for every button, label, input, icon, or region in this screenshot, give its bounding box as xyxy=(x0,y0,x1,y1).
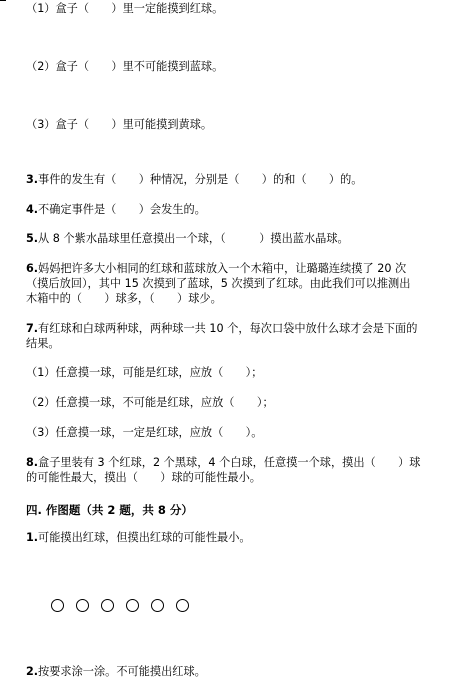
question-text: 盒子里装有 3 个红球，2 个黑球，4 个白球，任意摸一个球，摸出（ ）球 xyxy=(38,456,421,469)
section-heading: 四. 作图题（共 2 题，共 8 分） xyxy=(26,503,193,517)
ball-circle[interactable] xyxy=(126,599,139,612)
question-text: 按要求涂一涂。不可能摸出红球。 xyxy=(38,665,206,678)
question-6-line-1 xyxy=(26,262,406,276)
question-7c-intro: （3）盒子（ ）里可能摸到黄球。 xyxy=(26,118,213,131)
drawing-question-1 xyxy=(26,531,251,545)
ball-circle[interactable] xyxy=(176,599,189,612)
ball-circle[interactable] xyxy=(101,599,114,612)
question-number: 5. xyxy=(26,232,39,245)
question-number: 1. xyxy=(26,531,39,544)
question-number: 4. xyxy=(26,203,39,216)
question-text: 从 8 个紫水晶球里任意摸出一个球，（ ）摸出蓝水晶球。 xyxy=(38,232,349,245)
page-edge-mark xyxy=(0,0,6,1)
question-text: 事件的发生有（ ）种情况，分别是（ ）的和（ ）的。 xyxy=(38,173,363,186)
question-text: 不确定事件是（ ）会发生的。 xyxy=(38,203,206,216)
question-number: 8. xyxy=(26,456,39,469)
question-number: 6. xyxy=(26,262,39,275)
ball-circle[interactable] xyxy=(76,599,89,612)
question-4 xyxy=(26,203,206,217)
question-7b-intro: （2）盒子（ ）里不可能摸到蓝球。 xyxy=(26,60,224,73)
question-6-line-3: 木箱中的（ ）球多，（ ）球少。 xyxy=(26,292,222,305)
question-8-line-2: 的可能性最大，摸出（ ）球的可能性最小。 xyxy=(26,471,261,484)
question-6-line-2: （摸后放回），其中 15 次摸到了蓝球，5 次摸到了红球。由此我们可以推测出 xyxy=(26,277,411,290)
question-3 xyxy=(26,173,363,187)
question-7-line-1 xyxy=(26,322,417,336)
question-7-option-2: （2）任意摸一球，不可能是红球，应放（ ）； xyxy=(26,396,274,409)
question-text: 妈妈把许多大小相同的红球和蓝球放入一个木箱中，让璐璐连续摸了 20 次 xyxy=(38,262,407,275)
question-7-option-1: （1）任意摸一球，可能是红球，应放（ ）； xyxy=(26,366,263,379)
question-7-line-2: 结果。 xyxy=(26,337,60,350)
drawing-question-2 xyxy=(26,665,206,679)
ball-circle[interactable] xyxy=(151,599,164,612)
question-text: 有红球和白球两种球，两种球一共 10 个，每次口袋中放什么球才会是下面的 xyxy=(38,322,418,335)
question-8-line-1 xyxy=(26,456,420,470)
question-text: 可能摸出红球，但摸出红球的可能性最小。 xyxy=(38,531,251,544)
question-5 xyxy=(26,232,349,246)
ball-circle[interactable] xyxy=(51,599,64,612)
question-number: 3. xyxy=(26,173,39,186)
question-7-option-3: （3）任意摸一球，一定是红球，应放（ ）。 xyxy=(26,426,263,439)
question-7a-intro: （1）盒子（ ）里一定能摸到红球。 xyxy=(26,2,224,15)
question-number: 7. xyxy=(26,322,39,335)
question-number: 2. xyxy=(26,665,39,678)
